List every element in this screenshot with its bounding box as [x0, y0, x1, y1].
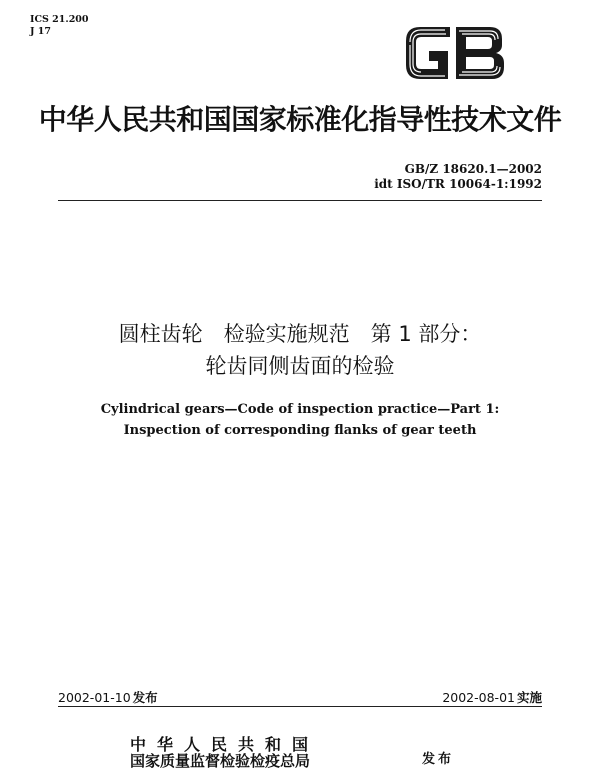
issue-date-block [58, 688, 158, 706]
standard-number: GB/Z 18620.1—2002 [404, 162, 542, 176]
ics-code: ICS 21.200 [30, 14, 89, 25]
footer-divider [58, 706, 542, 707]
ccs-code: J 17 [30, 26, 52, 37]
standard-numbers [374, 162, 542, 192]
gb-logo-icon [402, 23, 508, 83]
issue-date: 2002-01-10 [58, 690, 131, 705]
header-divider [58, 200, 542, 201]
issuer-action: 发布 [422, 752, 455, 767]
equivalent-standard: idt ISO/TR 10064-1:1992 [374, 177, 542, 191]
document-type-heading: 中华人民共和国国家标准化指导性技术文件 [38, 103, 562, 136]
title-chinese-line2: 轮齿同侧齿面的检验 [205, 354, 395, 378]
implement-label: 实施 [516, 690, 542, 705]
title-english-line2: Inspection of corresponding flanks of gear teeth [123, 423, 477, 438]
title-english-line1: Cylindrical gears—Code of inspection practice—Part 1: [100, 402, 500, 417]
issuing-authority [130, 736, 319, 770]
classification-codes [30, 14, 89, 38]
title-chinese-line1: 圆柱齿轮 检验实施规范 第 1 部分： [118, 322, 482, 346]
implement-date-block [442, 688, 542, 706]
implement-date: 2002-08-01 [442, 690, 515, 705]
issuer-agency: 国家质量监督检验检疫总局 [130, 752, 311, 770]
issue-label: 发布 [132, 690, 158, 705]
issuer-country: 中华人民共和国 [130, 735, 320, 754]
